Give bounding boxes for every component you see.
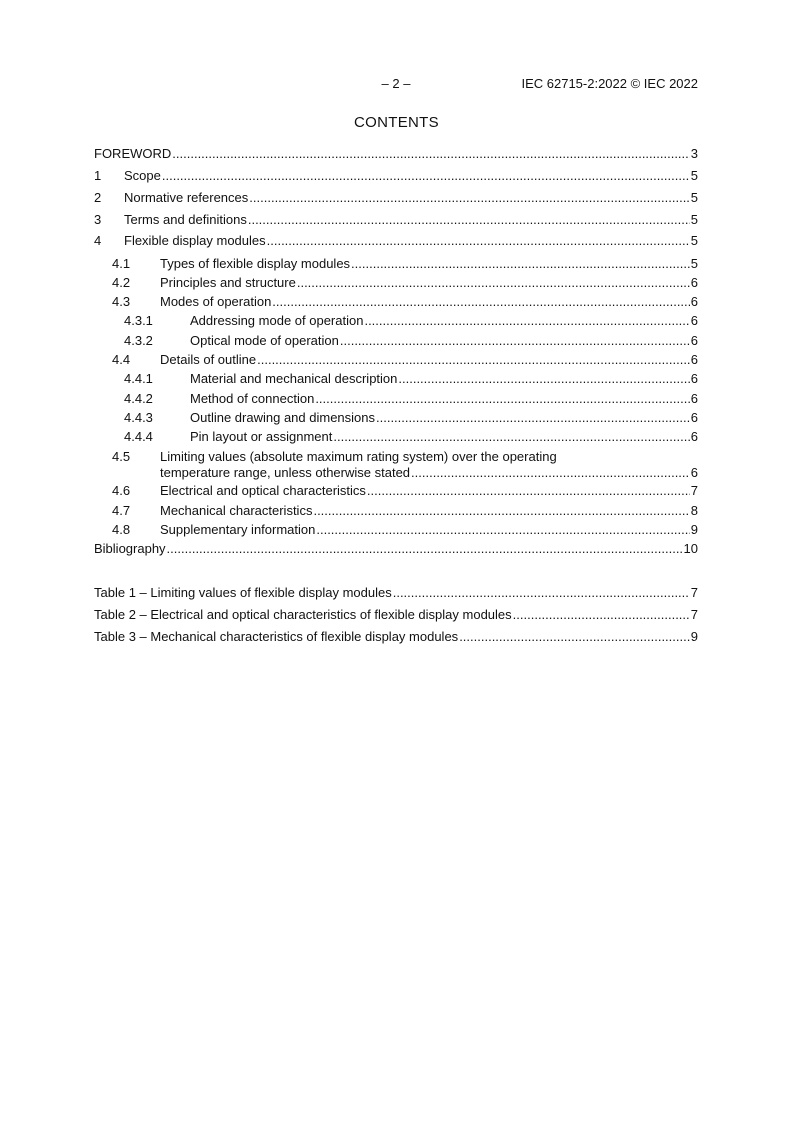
- toc-leader-dots: [248, 212, 690, 228]
- toc-entry-text: Flexible display modules: [124, 233, 266, 248]
- toc-entry-text: Material and mechanical description: [190, 371, 398, 386]
- toc-leader-dots: [167, 541, 683, 557]
- toc-entry-number: 4.3: [112, 294, 131, 309]
- toc-leader-dots: [172, 146, 689, 162]
- toc-entry-4-3-2[interactable]: [94, 333, 698, 349]
- toc-entry-bibliography[interactable]: [94, 541, 698, 557]
- toc-entry-4-8[interactable]: [94, 522, 698, 538]
- page-number: – 2 –: [381, 76, 411, 91]
- toc-leader-dots: [411, 465, 690, 481]
- toc-page-number: 6: [690, 294, 698, 309]
- toc-entry-number: 4.8: [112, 522, 131, 537]
- document-id: IEC 62715-2:2022 © IEC 2022: [521, 76, 698, 91]
- toc-page-number: 6: [690, 391, 698, 406]
- toc-page-number: 6: [690, 429, 698, 444]
- toc-entry-4-6[interactable]: [94, 483, 698, 499]
- toc-leader-dots: [393, 585, 690, 601]
- toc-entry-flexible-display-modules[interactable]: [94, 233, 698, 249]
- toc-entry-4-7[interactable]: [94, 503, 698, 519]
- toc-entry-text: Supplementary information: [160, 522, 316, 537]
- toc-page-number: 8: [690, 503, 698, 518]
- toc-entry-4-4-1[interactable]: [94, 371, 698, 387]
- toc-page-number: 6: [690, 275, 698, 290]
- table-list-entry-1[interactable]: [94, 585, 698, 601]
- contents-title: CONTENTS: [354, 114, 439, 131]
- toc-entry-text: FOREWORD: [94, 146, 172, 161]
- toc-entry-4-3[interactable]: [94, 294, 698, 310]
- toc-page-number: 6: [690, 371, 698, 386]
- toc-page-number: 7: [690, 483, 698, 498]
- toc-entry-number: 4.4.3: [124, 410, 153, 425]
- toc-page-number: 6: [690, 313, 698, 328]
- toc-entry-number: 4.5: [112, 449, 131, 464]
- table-list-entry-2[interactable]: [94, 607, 698, 623]
- toc-leader-dots: [333, 429, 689, 445]
- toc-entry-number: 4.4: [112, 352, 131, 367]
- toc-page-number: 6: [690, 333, 698, 348]
- toc-leader-dots: [249, 190, 689, 206]
- toc-entry-number: 4.7: [112, 503, 131, 518]
- toc-entry-text: Types of flexible display modules: [160, 256, 351, 271]
- toc-entry-text: Method of connection: [190, 391, 315, 406]
- toc-entry-number: 1: [94, 168, 102, 183]
- toc-page-number: 5: [690, 168, 698, 183]
- toc-page-number: 6: [690, 465, 698, 480]
- toc-entry-number: 2: [94, 190, 102, 205]
- toc-leader-dots: [367, 483, 690, 499]
- toc-entry-text: Pin layout or assignment: [190, 429, 333, 444]
- toc-entry-number: 4.4.2: [124, 391, 153, 406]
- toc-entry-number: 4.1: [112, 256, 131, 271]
- toc-entry-text: Normative references: [124, 190, 249, 205]
- toc-entry-text: Bibliography: [94, 541, 166, 556]
- toc-leader-dots: [459, 629, 690, 645]
- toc-page-number: 10: [683, 541, 698, 556]
- toc-page-number: 3: [690, 146, 698, 161]
- toc-entry-text: temperature range, unless otherwise stated: [160, 465, 411, 480]
- toc-entry-number: 4.4.4: [124, 429, 153, 444]
- toc-entry-4-1[interactable]: [94, 256, 698, 272]
- toc-entry-number: 3: [94, 212, 102, 227]
- toc-entry-number: 4.3.2: [124, 333, 153, 348]
- toc-entry-foreword[interactable]: [94, 146, 698, 162]
- toc-entry-text: Principles and structure: [160, 275, 296, 290]
- toc-leader-dots: [162, 168, 690, 184]
- toc-page-number: 7: [690, 585, 698, 600]
- toc-page-number: 9: [690, 629, 698, 644]
- toc-entry-4-4[interactable]: [94, 352, 698, 368]
- toc-entry-number: 4.2: [112, 275, 131, 290]
- table-list-text: Table 2 – Electrical and optical characteristics of flexible display modules: [94, 607, 512, 622]
- toc-entry-4-4-2[interactable]: [94, 391, 698, 407]
- toc-page-number: 5: [690, 256, 698, 271]
- toc-entry-text: Details of outline: [160, 352, 257, 367]
- toc-page-number: 6: [690, 352, 698, 367]
- toc-entry-text: Addressing mode of operation: [190, 313, 364, 328]
- toc-leader-dots: [513, 607, 690, 623]
- toc-leader-dots: [351, 256, 690, 272]
- toc-page-number: 7: [690, 607, 698, 622]
- toc-leader-dots: [313, 503, 689, 519]
- toc-entry-4-5[interactable]: [94, 449, 698, 481]
- toc-entry-scope[interactable]: [94, 168, 698, 184]
- toc-entry-normative-references[interactable]: [94, 190, 698, 206]
- toc-leader-dots: [297, 275, 690, 291]
- toc-leader-dots: [272, 294, 689, 310]
- toc-entry-text: Optical mode of operation: [190, 333, 339, 348]
- toc-entry-4-4-4[interactable]: [94, 429, 698, 445]
- toc-page-number: 6: [690, 410, 698, 425]
- table-list-entry-3[interactable]: [94, 629, 698, 645]
- toc-leader-dots: [315, 391, 689, 407]
- toc-page-number: 5: [690, 212, 698, 227]
- toc-entry-number: 4: [94, 233, 102, 248]
- page-header: [94, 76, 698, 92]
- toc-entry-text: Terms and definitions: [124, 212, 247, 227]
- toc-leader-dots: [376, 410, 690, 426]
- toc-page-number: 9: [690, 522, 698, 537]
- toc-entry-text: Modes of operation: [160, 294, 272, 309]
- toc-page-number: 5: [690, 233, 698, 248]
- toc-entry-text: Scope: [124, 168, 161, 183]
- toc-entry-terms-and-definitions[interactable]: [94, 212, 698, 228]
- toc-leader-dots: [316, 522, 689, 538]
- toc-entry-4-3-1[interactable]: [94, 313, 698, 329]
- toc-entry-text: Outline drawing and dimensions: [190, 410, 375, 425]
- toc-leader-dots: [398, 371, 689, 387]
- toc-entry-text: Electrical and optical characteristics: [160, 483, 366, 498]
- toc-entry-number: 4.3.1: [124, 313, 153, 328]
- toc-leader-dots: [257, 352, 690, 368]
- toc-leader-dots: [364, 313, 689, 329]
- toc-entry-number: 4.6: [112, 483, 131, 498]
- table-list-text: Table 1 – Limiting values of flexible display modules: [94, 585, 392, 600]
- toc-leader-dots: [267, 233, 690, 249]
- table-list-text: Table 3 – Mechanical characteristics of flexible display modules: [94, 629, 459, 644]
- toc-entry-text: Mechanical characteristics: [160, 503, 313, 518]
- toc-page-number: 5: [690, 190, 698, 205]
- toc-entry-number: 4.4.1: [124, 371, 153, 386]
- toc-leader-dots: [340, 333, 690, 349]
- toc-entry-4-4-3[interactable]: [94, 410, 698, 426]
- toc-entry-text-line1: Limiting values (absolute maximum rating system) over the operating: [160, 449, 557, 464]
- toc-entry-4-2[interactable]: [94, 275, 698, 291]
